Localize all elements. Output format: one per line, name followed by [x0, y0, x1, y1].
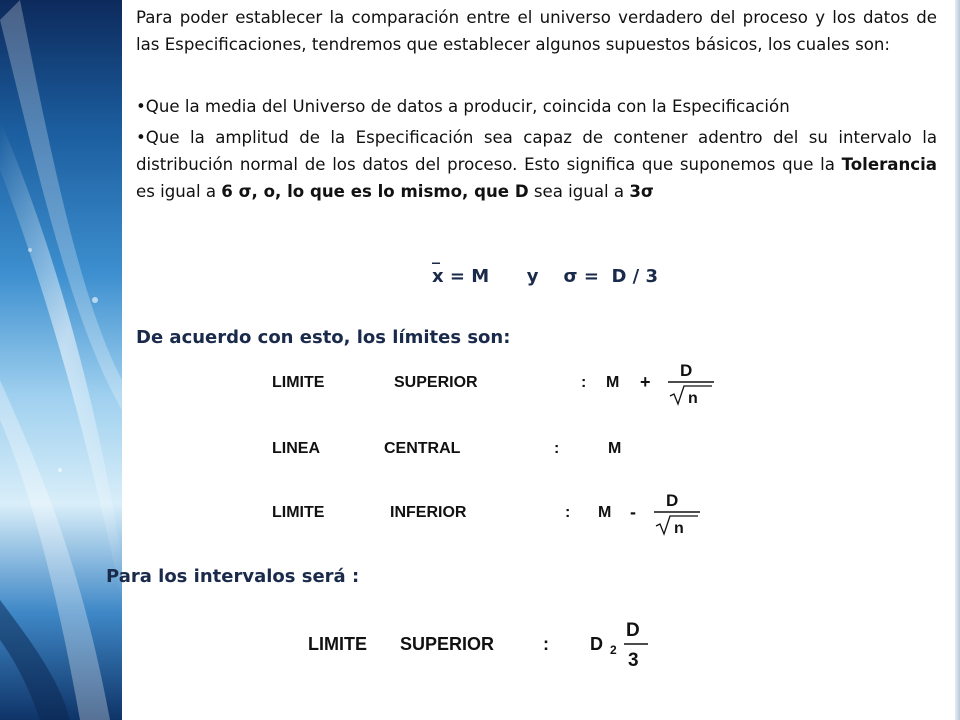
lower-limit-colon: :	[565, 504, 571, 521]
mean-sigma-formula: x = M y σ = D / 3	[432, 266, 659, 287]
interval-upper-subscript: 2	[610, 643, 617, 657]
tolerancia-term: Tolerancia	[841, 155, 937, 174]
lower-limit-label-2: INFERIOR	[390, 504, 467, 521]
center-line-colon: :	[554, 440, 560, 457]
interval-fraction-numerator: D	[626, 620, 640, 641]
lower-limit-fraction	[648, 486, 704, 538]
interval-upper-label-1: LIMITE	[308, 634, 367, 654]
upper-limit-operator: +	[640, 372, 651, 392]
upper-limit-expr: M	[606, 374, 620, 391]
limits-heading: De acuerdo con esto, los límites son:	[136, 327, 511, 348]
bullet-amplitud: •Que la amplitud de la Especificación sea capaz de contener adentro del su intervalo la distribución normal de los datos del proceso. Esto significa que suponemos que la Tolerancia es igual a 6 σ, o, lo que es lo mismo, que D sea igual a 3σ	[136, 128, 937, 201]
bullet-media: •Que la media del Universo de datos a producir, coincida con la Especificación	[136, 97, 790, 116]
slide-right-edge	[955, 0, 960, 720]
center-line-label-1: LINEA	[272, 440, 320, 457]
interval-upper-expr: D	[590, 634, 603, 654]
upper-fraction-denominator: n	[688, 390, 698, 407]
x-bar-overline: _	[432, 245, 440, 264]
lower-fraction-numerator: D	[666, 491, 679, 510]
light-streaks-graphic	[0, 0, 122, 720]
upper-limit-colon: :	[581, 374, 587, 391]
upper-limit-label-1: LIMITE	[272, 374, 325, 391]
upper-fraction-numerator: D	[680, 361, 693, 380]
upper-limit-fraction	[662, 358, 718, 410]
intro-paragraph: Para poder establecer la comparación entre el universo verdadero del proceso y los datos de las Especificaciones, tendremos que establecer algunos supuestos básicos, los cuales son:	[136, 8, 937, 54]
center-line-expr: M	[608, 440, 622, 457]
decorative-side-panel	[0, 0, 122, 720]
upper-limit-label-2: SUPERIOR	[394, 374, 478, 391]
six-sigma-term: 6 σ, o, lo que es lo mismo, que D	[221, 182, 529, 201]
center-line-label-2: CENTRAL	[384, 440, 461, 457]
interval-upper-label-2: SUPERIOR	[400, 634, 495, 654]
intervals-heading: Para los intervalos será :	[106, 566, 360, 587]
three-sigma-term: 3σ	[629, 182, 654, 201]
interval-upper-colon: :	[543, 634, 549, 654]
interval-fraction-denominator: 3	[628, 650, 639, 671]
lower-fraction-denominator: n	[674, 520, 684, 537]
lower-limit-operator: -	[630, 502, 636, 522]
lower-limit-expr: M	[598, 504, 612, 521]
interval-upper-fraction	[622, 614, 652, 676]
lower-limit-label-1: LIMITE	[272, 504, 325, 521]
